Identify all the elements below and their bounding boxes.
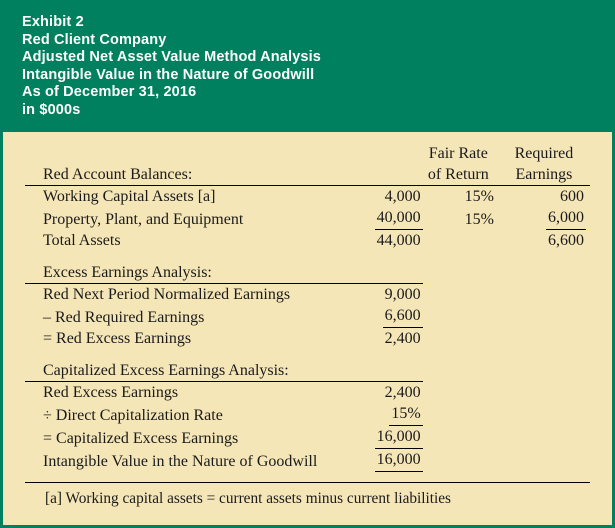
table-row: [25, 305, 590, 328]
row-label: Intangible Value in the Nature of Goodwill: [43, 452, 318, 470]
row-balance: 9,000: [384, 285, 421, 303]
table-row: [25, 230, 590, 251]
header-line-company: Red Client Company: [22, 31, 167, 48]
row-earnings: 6,600: [548, 231, 584, 249]
spacer: [25, 251, 590, 262]
row-label: Red Next Period Normalized Earnings: [43, 285, 291, 303]
header-line-units: in $000s: [22, 101, 81, 118]
row-balance: 40,000: [375, 207, 423, 230]
row-balance: 44,000: [376, 231, 421, 249]
col-header-fair-rate-line1: Fair Rate: [428, 144, 488, 162]
row-balance: 2,400: [384, 329, 421, 347]
section-3-title: Capitalized Excess Earnings Analysis:: [43, 361, 289, 379]
table-row: [25, 185, 590, 207]
section-3-header-row: [25, 360, 590, 381]
row-balance: 16,000: [375, 426, 423, 449]
section-2-header-row: [25, 262, 590, 283]
row-rate: 15%: [464, 210, 494, 228]
col-header-required-line2: Earnings: [515, 165, 573, 183]
row-rate: [423, 230, 502, 251]
row-balance: 2,400: [384, 383, 421, 401]
header-line-date: As of December 31, 2016: [22, 84, 197, 101]
row-label: Property, Plant, and Equipment: [43, 210, 244, 228]
header-line-exhibit-number: Exhibit 2: [22, 14, 84, 30]
table-row: [25, 426, 590, 449]
row-earnings: 6,000: [546, 207, 586, 230]
row-earnings: 600: [560, 187, 584, 205]
table-row: [25, 449, 590, 472]
table-row: [25, 381, 590, 403]
spacer: [25, 472, 590, 479]
row-balance: 16,000: [375, 449, 423, 472]
table-row: [25, 403, 590, 426]
header-line-method: Adjusted Net Asset Value Method Analysis: [22, 49, 322, 66]
row-balance: 4,000: [384, 187, 421, 205]
row-label: Total Assets: [43, 231, 121, 249]
section-2-title: Excess Earnings Analysis:: [43, 263, 212, 281]
spacer: [25, 349, 590, 360]
exhibit-body: [3, 132, 612, 509]
row-label: – Red Required Earnings: [43, 308, 205, 326]
table-row: [25, 207, 590, 230]
column-header-row-1: [25, 143, 590, 164]
exhibit-header-band: [3, 3, 612, 132]
row-label: = Capitalized Excess Earnings: [43, 429, 239, 447]
row-label: = Red Excess Earnings: [43, 329, 192, 347]
footnote-text: [a] Working capital assets = current assets minus current liabilities: [45, 489, 451, 507]
spacer: [25, 132, 590, 143]
financial-table: [25, 132, 590, 479]
row-rate: 15%: [464, 187, 494, 205]
section-1-title: Red Account Balances:: [43, 165, 193, 183]
table-row: [25, 283, 590, 305]
table-row: [25, 328, 590, 349]
row-label: Red Excess Earnings: [43, 383, 179, 401]
row-label: Working Capital Assets [a]: [43, 187, 216, 205]
column-header-row-2: [25, 164, 590, 185]
row-balance: 6,600: [383, 305, 423, 328]
row-balance: 15%: [389, 403, 422, 426]
col-header-fair-rate-line2: of Return: [427, 165, 489, 183]
header-line-subject: Intangible Value in the Nature of Goodwill: [22, 66, 315, 83]
col-header-required-line1: Required: [514, 144, 574, 162]
row-label: ÷ Direct Capitalization Rate: [43, 406, 223, 424]
